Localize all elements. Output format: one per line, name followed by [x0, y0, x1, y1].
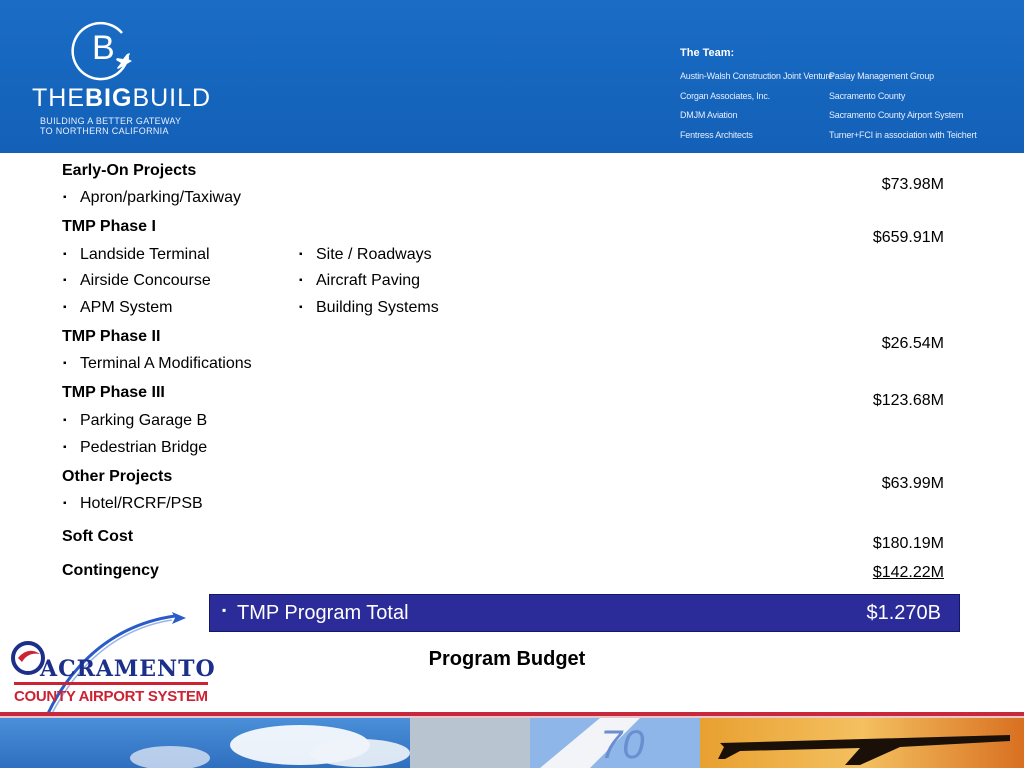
logo-word-the: THE	[32, 84, 85, 112]
team-member: Sacramento County	[829, 90, 906, 101]
list-item: ▪ Parking Garage B	[80, 411, 207, 431]
list-item: ▪ APM System	[80, 298, 172, 318]
footer-photo-strip	[0, 713, 1024, 768]
amount-phase-2: $26.54M	[881, 335, 944, 352]
logo-divider	[14, 682, 208, 685]
svg-text:70: 70	[600, 723, 645, 767]
team-member: Fentress Architects	[680, 129, 753, 140]
program-total-label: TMP Program Total	[237, 602, 409, 624]
amount-contingency: $142.22M	[872, 564, 944, 581]
program-total-bar	[209, 594, 960, 632]
section-title-early-on: Early-On Projects	[62, 162, 197, 179]
county-airport-system-label: COUNTY AIRPORT SYSTEM	[14, 688, 208, 705]
big-build-wordmark	[32, 84, 211, 112]
list-item: ▪ Site / Roadways	[316, 245, 432, 265]
logo-tagline-line2: TO NORTHERN CALIFORNIA	[40, 125, 169, 136]
list-item: ▪ Airside Concourse	[80, 271, 211, 291]
section-title-phase-2: TMP Phase II	[62, 328, 161, 345]
header-banner	[0, 0, 1024, 153]
big-build-logo-icon	[70, 17, 134, 81]
list-item: ▪ Hotel/RCRF/PSB	[80, 494, 203, 514]
list-item: ▪ Landside Terminal	[80, 245, 210, 265]
list-item: ▪ Pedestrian Bridge	[80, 438, 207, 458]
team-member: Corgan Associates, Inc.	[680, 90, 770, 101]
team-column-1	[680, 67, 833, 145]
team-member: Austin-Walsh Construction Joint Venture	[680, 71, 833, 81]
section-title-soft-cost: Soft Cost	[62, 528, 134, 545]
team-title: The Team:	[680, 47, 735, 59]
list-item: ▪ Terminal A Modifications	[80, 354, 252, 374]
logo-tagline	[40, 117, 181, 136]
logo-tagline-line1: BUILDING A BETTER GATEWAY	[40, 116, 182, 126]
amount-soft-cost: $180.19M	[872, 535, 944, 552]
logo-word-big: BIG	[85, 84, 133, 112]
amount-early-on: $73.98M	[881, 176, 944, 193]
team-member: DMJM Aviation	[680, 110, 738, 120]
section-title-contingency: Contingency	[62, 562, 159, 579]
section-title-phase-1: TMP Phase I	[62, 218, 156, 235]
section-title-other: Other Projects	[62, 468, 173, 485]
amount-phase-3: $123.68M	[872, 392, 944, 409]
logo-word-build: BUILD	[132, 84, 212, 112]
logo-letter: B	[92, 29, 115, 67]
program-total-value: $1.270B	[866, 602, 941, 624]
team-member: Sacramento County Airport System	[829, 110, 964, 120]
team-member: Turner+FCI in association with Teichert	[829, 129, 977, 140]
section-title-phase-3: TMP Phase III	[62, 384, 165, 401]
list-item: ▪ Aircraft Paving	[316, 271, 420, 291]
amount-other: $63.99M	[881, 475, 944, 492]
slide-caption: Program Budget	[428, 648, 586, 670]
team-column-2	[829, 67, 977, 145]
amount-phase-1: $659.91M	[872, 229, 944, 246]
bullet-icon: ▪	[222, 603, 227, 617]
sacramento-wordmark: ACRAMENTO	[40, 656, 216, 682]
team-member: Paslay Management Group	[829, 71, 934, 81]
list-item: ▪ Apron/parking/Taxiway	[80, 188, 241, 208]
list-item: ▪ Building Systems	[316, 298, 439, 318]
